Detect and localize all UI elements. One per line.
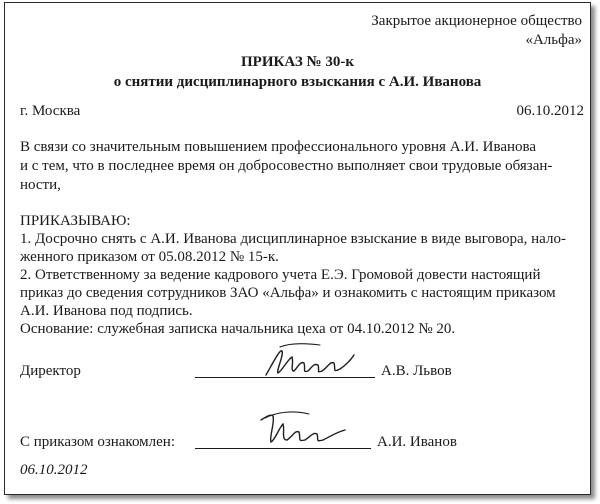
company-name-line2: «Альфа» <box>525 32 582 48</box>
document-page <box>4 2 591 495</box>
order-date: 06.10.2012 <box>516 103 584 119</box>
acknowledged-label: С приказом ознакомлен: <box>20 434 176 450</box>
acknowledged-signature <box>253 408 353 452</box>
preamble-line: В связи со значительным повышением профессионального уровня А.И. Иванова <box>20 139 537 155</box>
order-word: ПРИКАЗЫВАЮ: <box>20 213 131 229</box>
preamble-line: и с тем, что в последнее время он добросовестно выполняет свои трудовые обязан- <box>20 158 553 174</box>
order-item-line: женного приказом от 05.08.2012 № 15-к. <box>20 249 279 265</box>
acknowledged-date: 06.10.2012 <box>20 462 88 478</box>
company-name-line1: Закрытое акционерное общество <box>371 13 582 29</box>
place: г. Москва <box>20 103 81 119</box>
director-signature <box>260 341 360 385</box>
order-item-line: приказ до сведения сотрудников ЗАО «Альфа» и ознакомить с настоящим приказом <box>20 285 556 301</box>
order-subtitle: о снятии дисциплинарного взыскания с А.И. Иванова <box>113 74 482 90</box>
order-item-line: 1. Досрочно снять с А.И. Иванова дисциплинарное взыскание в виде выговора, нало- <box>20 231 566 247</box>
basis-line: Основание: служебная записка начальника цеха от 04.10.2012 № 20. <box>20 321 456 337</box>
acknowledged-name: А.И. Иванов <box>377 434 457 450</box>
order-item-line: 2. Ответственному за ведение кадрового учета Е.Э. Громовой довести настоящий <box>20 267 541 283</box>
director-label: Директор <box>20 363 81 379</box>
order-item-line: А.И. Иванова под подпись. <box>20 303 193 319</box>
preamble-line: ности, <box>20 177 61 193</box>
director-name: А.В. Львов <box>381 363 452 379</box>
order-title: ПРИКАЗ № 30-к <box>241 54 354 70</box>
